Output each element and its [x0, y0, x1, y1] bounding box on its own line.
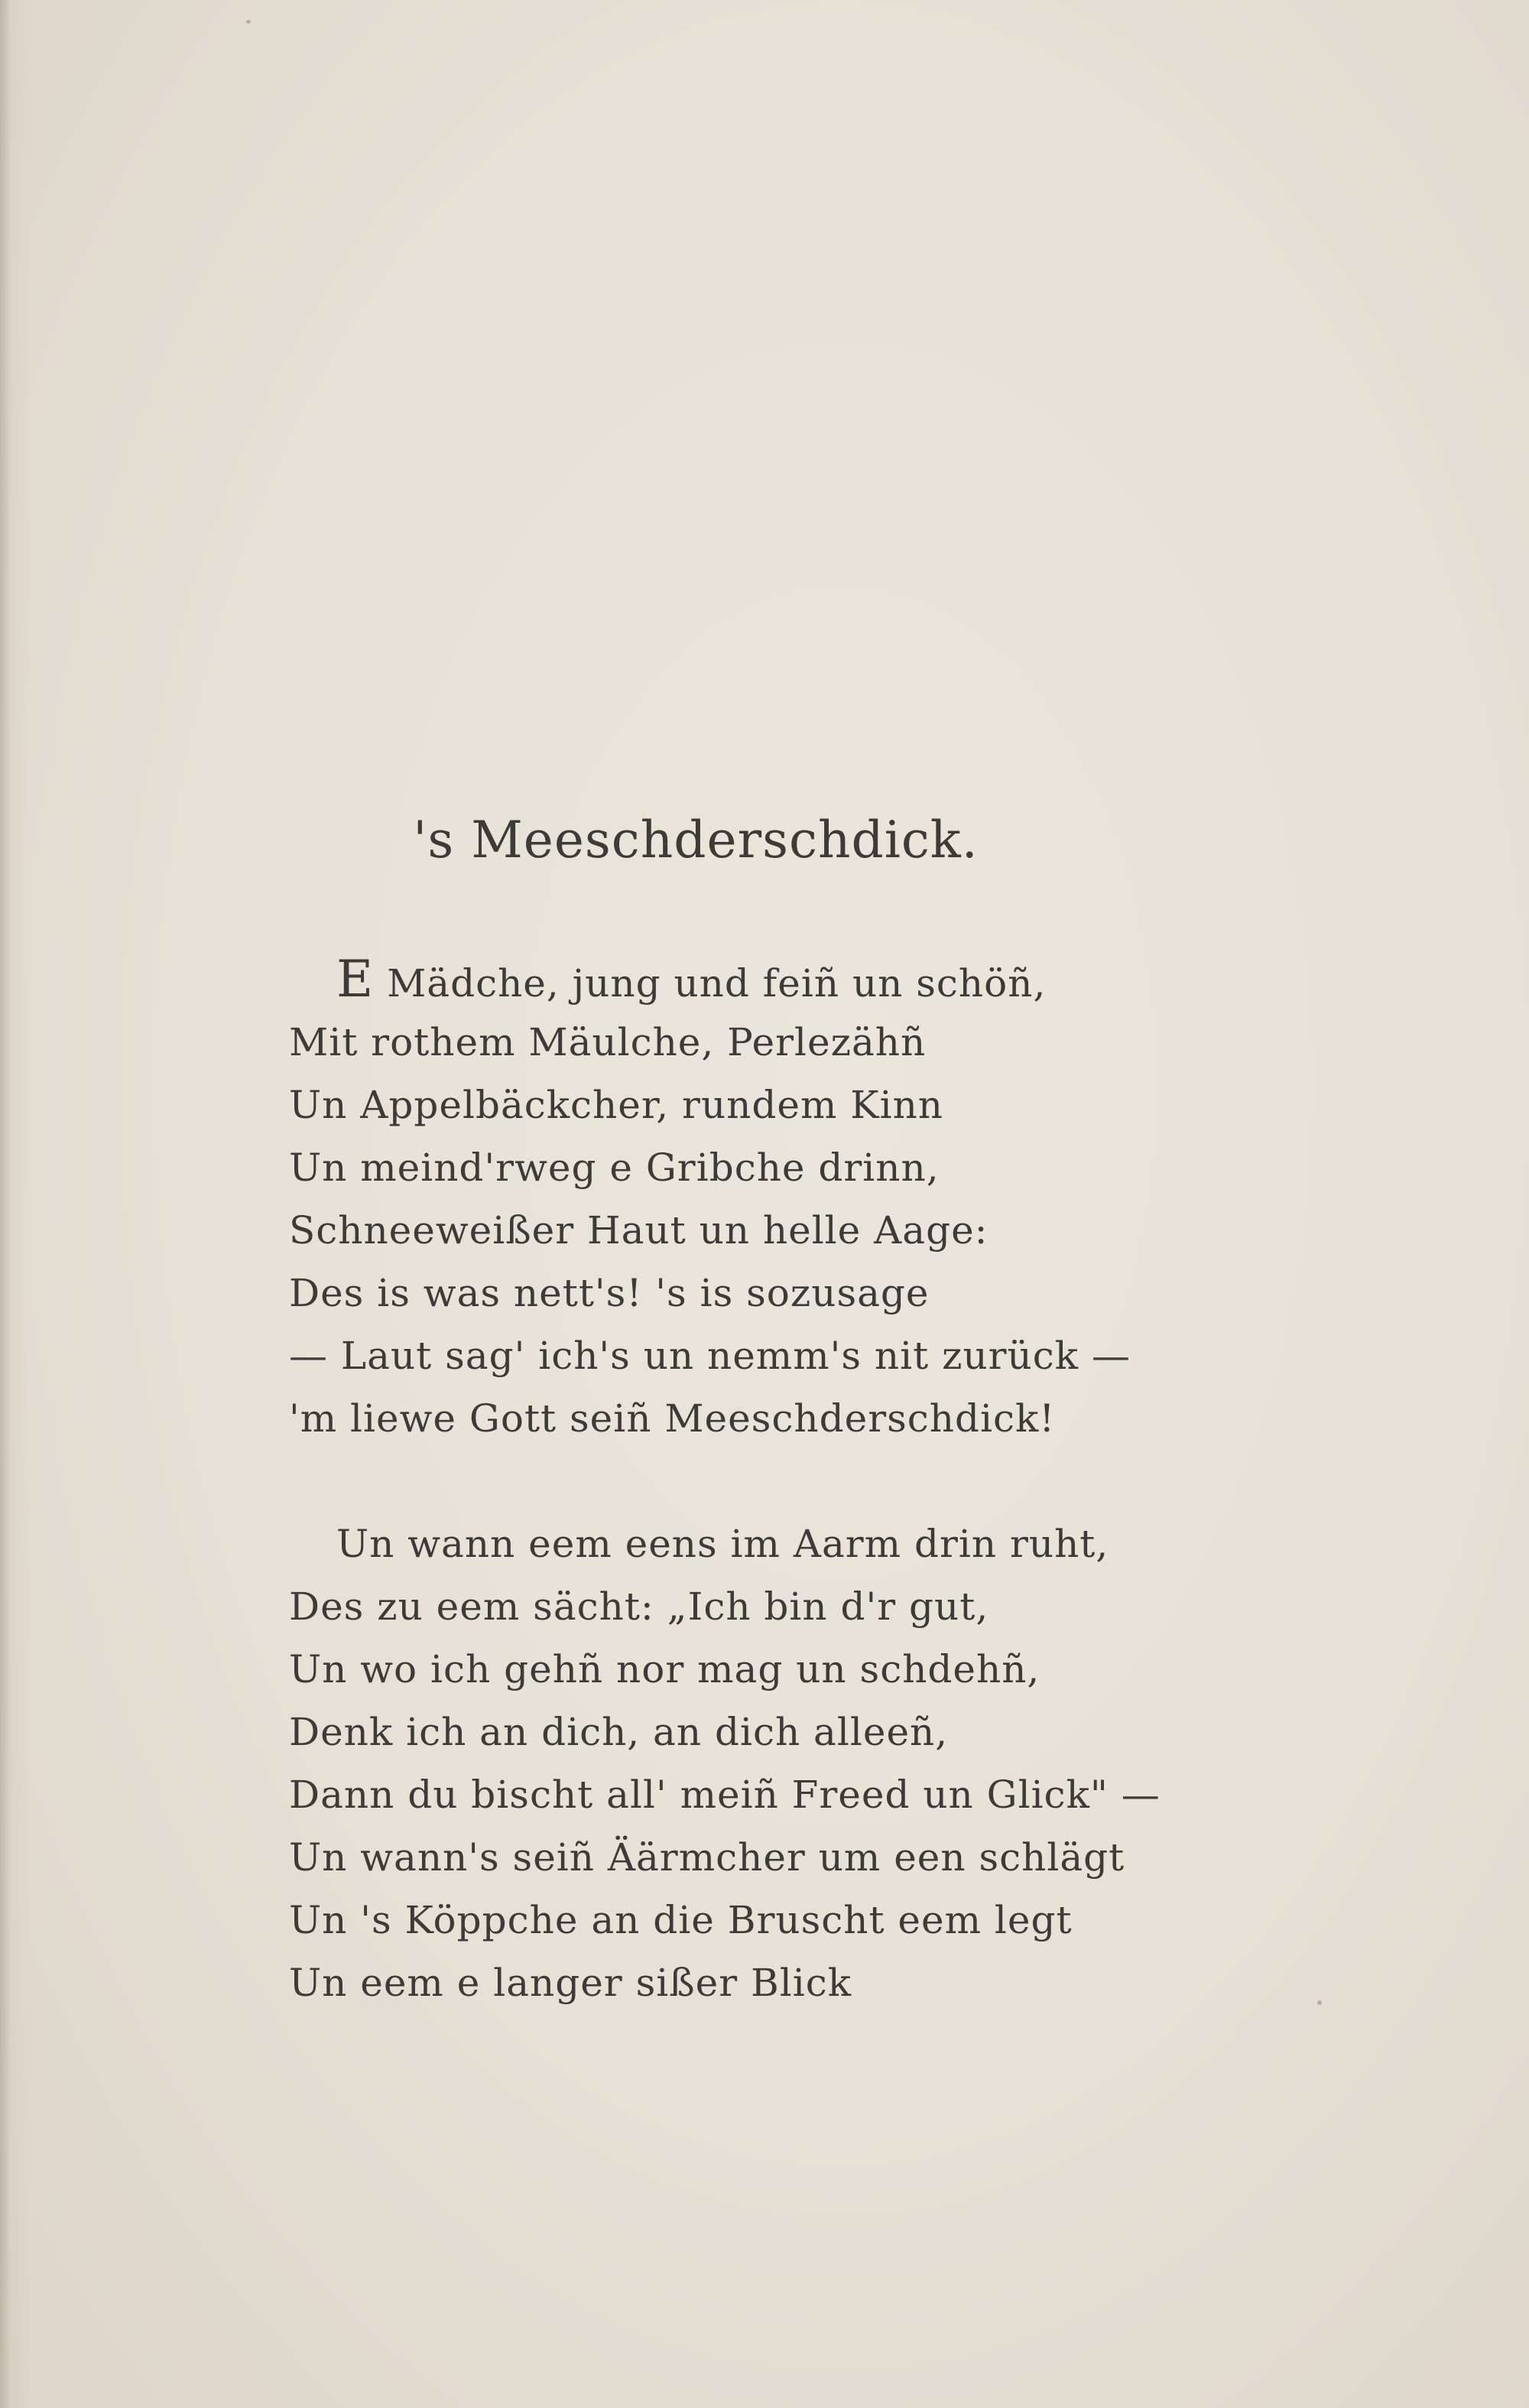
drop-cap: E — [336, 950, 375, 1009]
stanza-2 — [289, 1513, 1245, 2014]
poem-line: Un eem e langer sißer Blick — [289, 1961, 852, 2005]
page-gutter-shadow — [0, 0, 11, 2408]
poem-line: Un Appelbäckcher, rundem Kinn — [289, 1083, 944, 1127]
poem-line: 'm liewe Gott seiñ Meeschderschdick! — [289, 1396, 1056, 1441]
poem-line: Un meind'rweg e Gribche drinn, — [289, 1146, 940, 1190]
poem-line — [289, 948, 1245, 1011]
poem-line: Un wann's seiñ Äärmcher um een schlägt — [289, 1835, 1125, 1880]
stanza-1 — [289, 948, 1245, 1450]
poem-line: Des zu eem sächt: „Ich bin d'r gut, — [289, 1584, 989, 1629]
poem-line: Des is was nett's! 's is sozusage — [289, 1271, 930, 1315]
poem-line: Un wann eem eens im Aarm drin ruht, — [336, 1522, 1109, 1566]
poem-line: Un wo ich gehñ nor mag un schdehñ, — [289, 1647, 1040, 1691]
first-line-text: Mädche, jung und feiñ un schöñ, — [374, 961, 1047, 1006]
poem-line: Mit rothem Mäulche, Perlezähñ — [289, 1020, 927, 1064]
paper-speck — [1317, 2000, 1322, 2005]
poem-line: Dann du bischt all' meiñ Freed un Glick" — — [289, 1773, 1161, 1817]
poem-body — [289, 948, 1245, 2014]
poem-line: — Laut sag' ich's un nemm's nit zurück — — [289, 1334, 1131, 1378]
poem-title: 's Meeschderschdick. — [413, 811, 979, 869]
paper-speck — [246, 20, 251, 24]
poem-line: Un 's Köppche an die Bruscht eem legt — [289, 1898, 1073, 1942]
poem-line: Schneeweißer Haut un helle Aage: — [289, 1208, 988, 1253]
poem-line: Denk ich an dich, an dich alleeñ, — [289, 1710, 949, 1754]
